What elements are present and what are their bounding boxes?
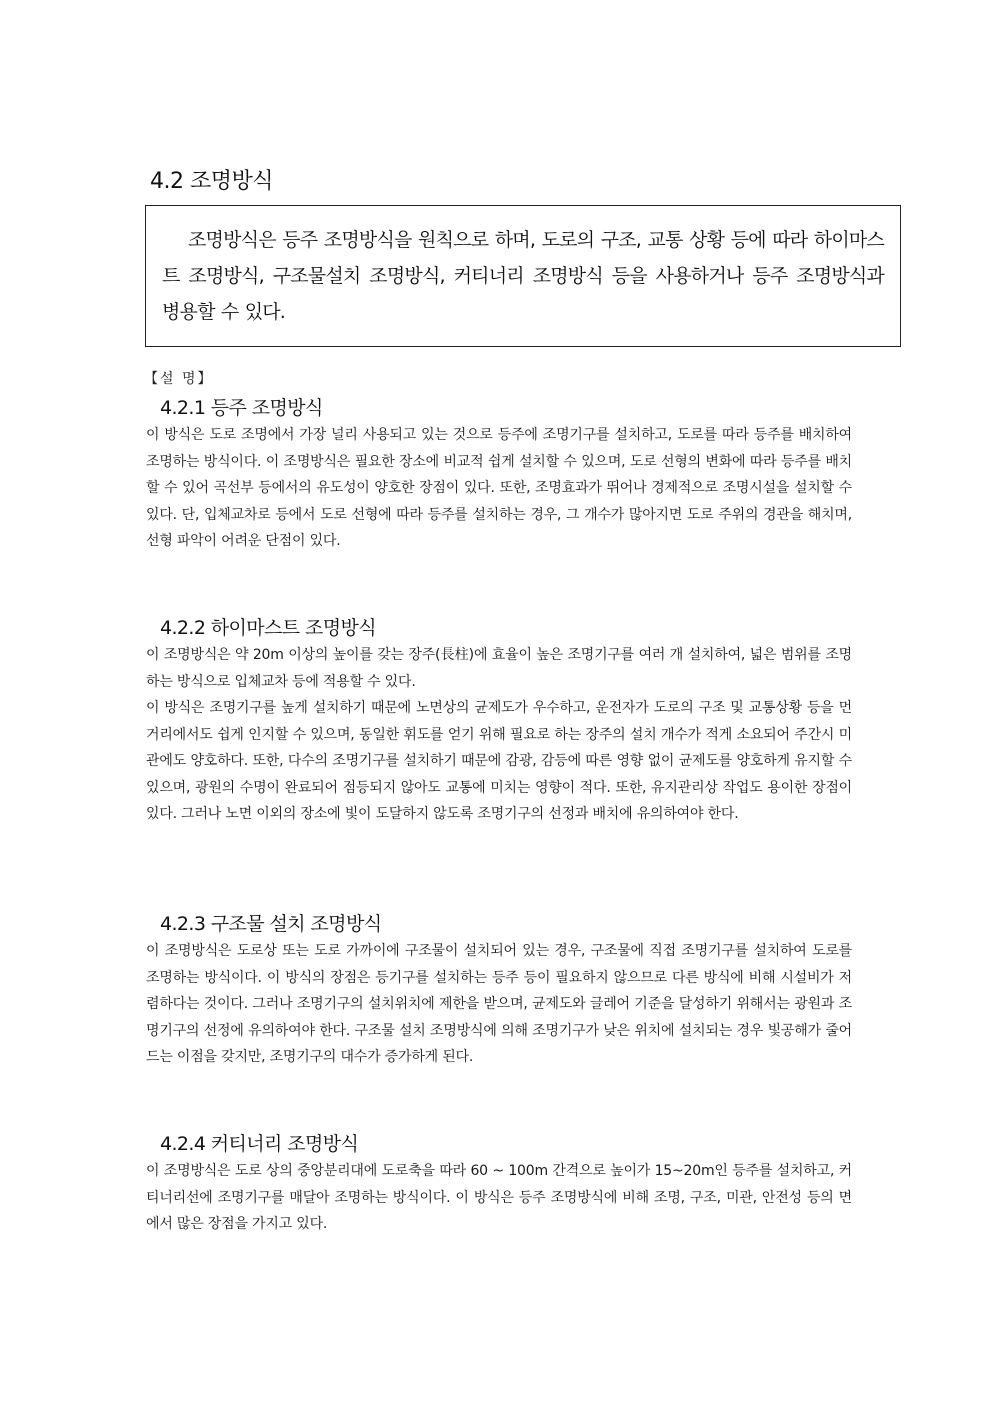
subsection-title: 4.2.3 구조물 설치 조명방식 <box>160 913 382 935</box>
subsection-4-2-2 <box>146 614 852 828</box>
paragraph: 이 조명방식은 도로상 또는 도로 가까이에 구조물이 설치되어 있는 경우, 구조물에 직접 조명기구를 설치하여 도로를 조명하는 방식이다. 이 방식의 장점은 등기구를 설치하는 등주 등이 필요하지 않으므로 다른 방식에 비해 시설비가 저렴하다는 것이다. 그러나 조명기구의 설치위치에 제한을 받으며, 균제도와 글레어 기준을 달성하기 위해서는 광원과 조명기구의 선정에 유의하여야 한다. 구조물 설치 조명방식에 의해 조명기구가 낮은 위치에 설치되는 경우 빛공해가 줄어드는 이점을 갖지만, 조명기구의 대수가 증가하게 된다. <box>146 943 852 1065</box>
subsection-title: 4.2.1 등주 조명방식 <box>160 397 323 419</box>
paragraph: 이 방식은 도로 조명에서 가장 널리 사용되고 있는 것으로 등주에 조명기구를 설치하고, 도로를 따라 등주를 배치하여 조명하는 방식이다. 이 조명방식은 필요한 장소에 비교적 쉽게 설치할 수 있으며, 도로 선형의 변화에 따라 등주를 배치할 수 있어 곡선부 등에서의 유도성이 양호한 장점이 있다. 또한, 조명효과가 뛰어나 경제적으로 조명시설을 설치할 수 있다. 단, 입체교차로 등에서 도로 선형에 따라 등주를 설치하는 경우, 그 개수가 많아지면 도로 주위의 경관을 해치며, 선형 파악이 어려운 단점이 있다. <box>146 427 852 549</box>
section-title: 4.2 조명방식 <box>150 169 273 194</box>
paragraph: 이 조명방식은 약 20m 이상의 높이를 갖는 장주(長柱)에 효율이 높은 조명기구를 여러 개 설치하여, 넓은 범위를 조명하는 방식으로 입체교차 등에 적용할 수 있다. <box>146 647 852 690</box>
subsection-title: 4.2.4 커티너리 조명방식 <box>160 1133 359 1155</box>
subsection-4-2-4 <box>146 1130 852 1238</box>
subsection-4-2-3 <box>146 910 852 1071</box>
standard-box <box>145 205 901 347</box>
subsection-4-2-1 <box>146 394 852 555</box>
subsection-title: 4.2.2 하이마스트 조명방식 <box>160 617 377 639</box>
paragraph: 이 방식은 조명기구를 높게 설치하기 때문에 노면상의 균제도가 우수하고, 운전자가 도로의 구조 및 교통상황 등을 먼 거리에서도 쉽게 인지할 수 있으며, 동일한 휘도를 얻기 위해 필요로 하는 장주의 설치 개수가 적게 소요되어 주간시 미관에도 양호하다. 또한, 다수의 조명기구를 설치하기 때문에 감광, 감등에 따른 영향 없이 균제도를 양호하게 유지할 수 있으며, 광원의 수명이 완료되어 점등되지 않아도 교통에 미치는 영향이 적다. 또한, 유지관리상 작업도 용이한 장점이 있다. 그러나 노면 이외의 장소에 빛이 도달하지 않도록 조명기구의 선정과 배치에 유의하여야 한다. <box>146 700 852 822</box>
explanation-label: 【설 명】 <box>144 371 214 387</box>
paragraph: 이 조명방식은 도로 상의 중앙분리대에 도로축을 따라 60 ~ 100m 간격으로 높이가 15~20m인 등주를 설치하고, 커티너리선에 조명기구를 매달아 조명하는 방식이다. 이 방식은 등주 조명방식에 비해 조명, 구조, 미관, 안전성 등의 면에서 많은 장점을 가지고 있다. <box>146 1163 852 1232</box>
standard-text: 조명방식은 등주 조명방식을 원칙으로 하며, 도로의 구조, 교통 상황 등에 따라 하이마스트 조명방식, 구조물설치 조명방식, 커티너리 조명방식 등을 사용하거나 등주 조명방식과 병용할 수 있다. <box>162 229 884 323</box>
